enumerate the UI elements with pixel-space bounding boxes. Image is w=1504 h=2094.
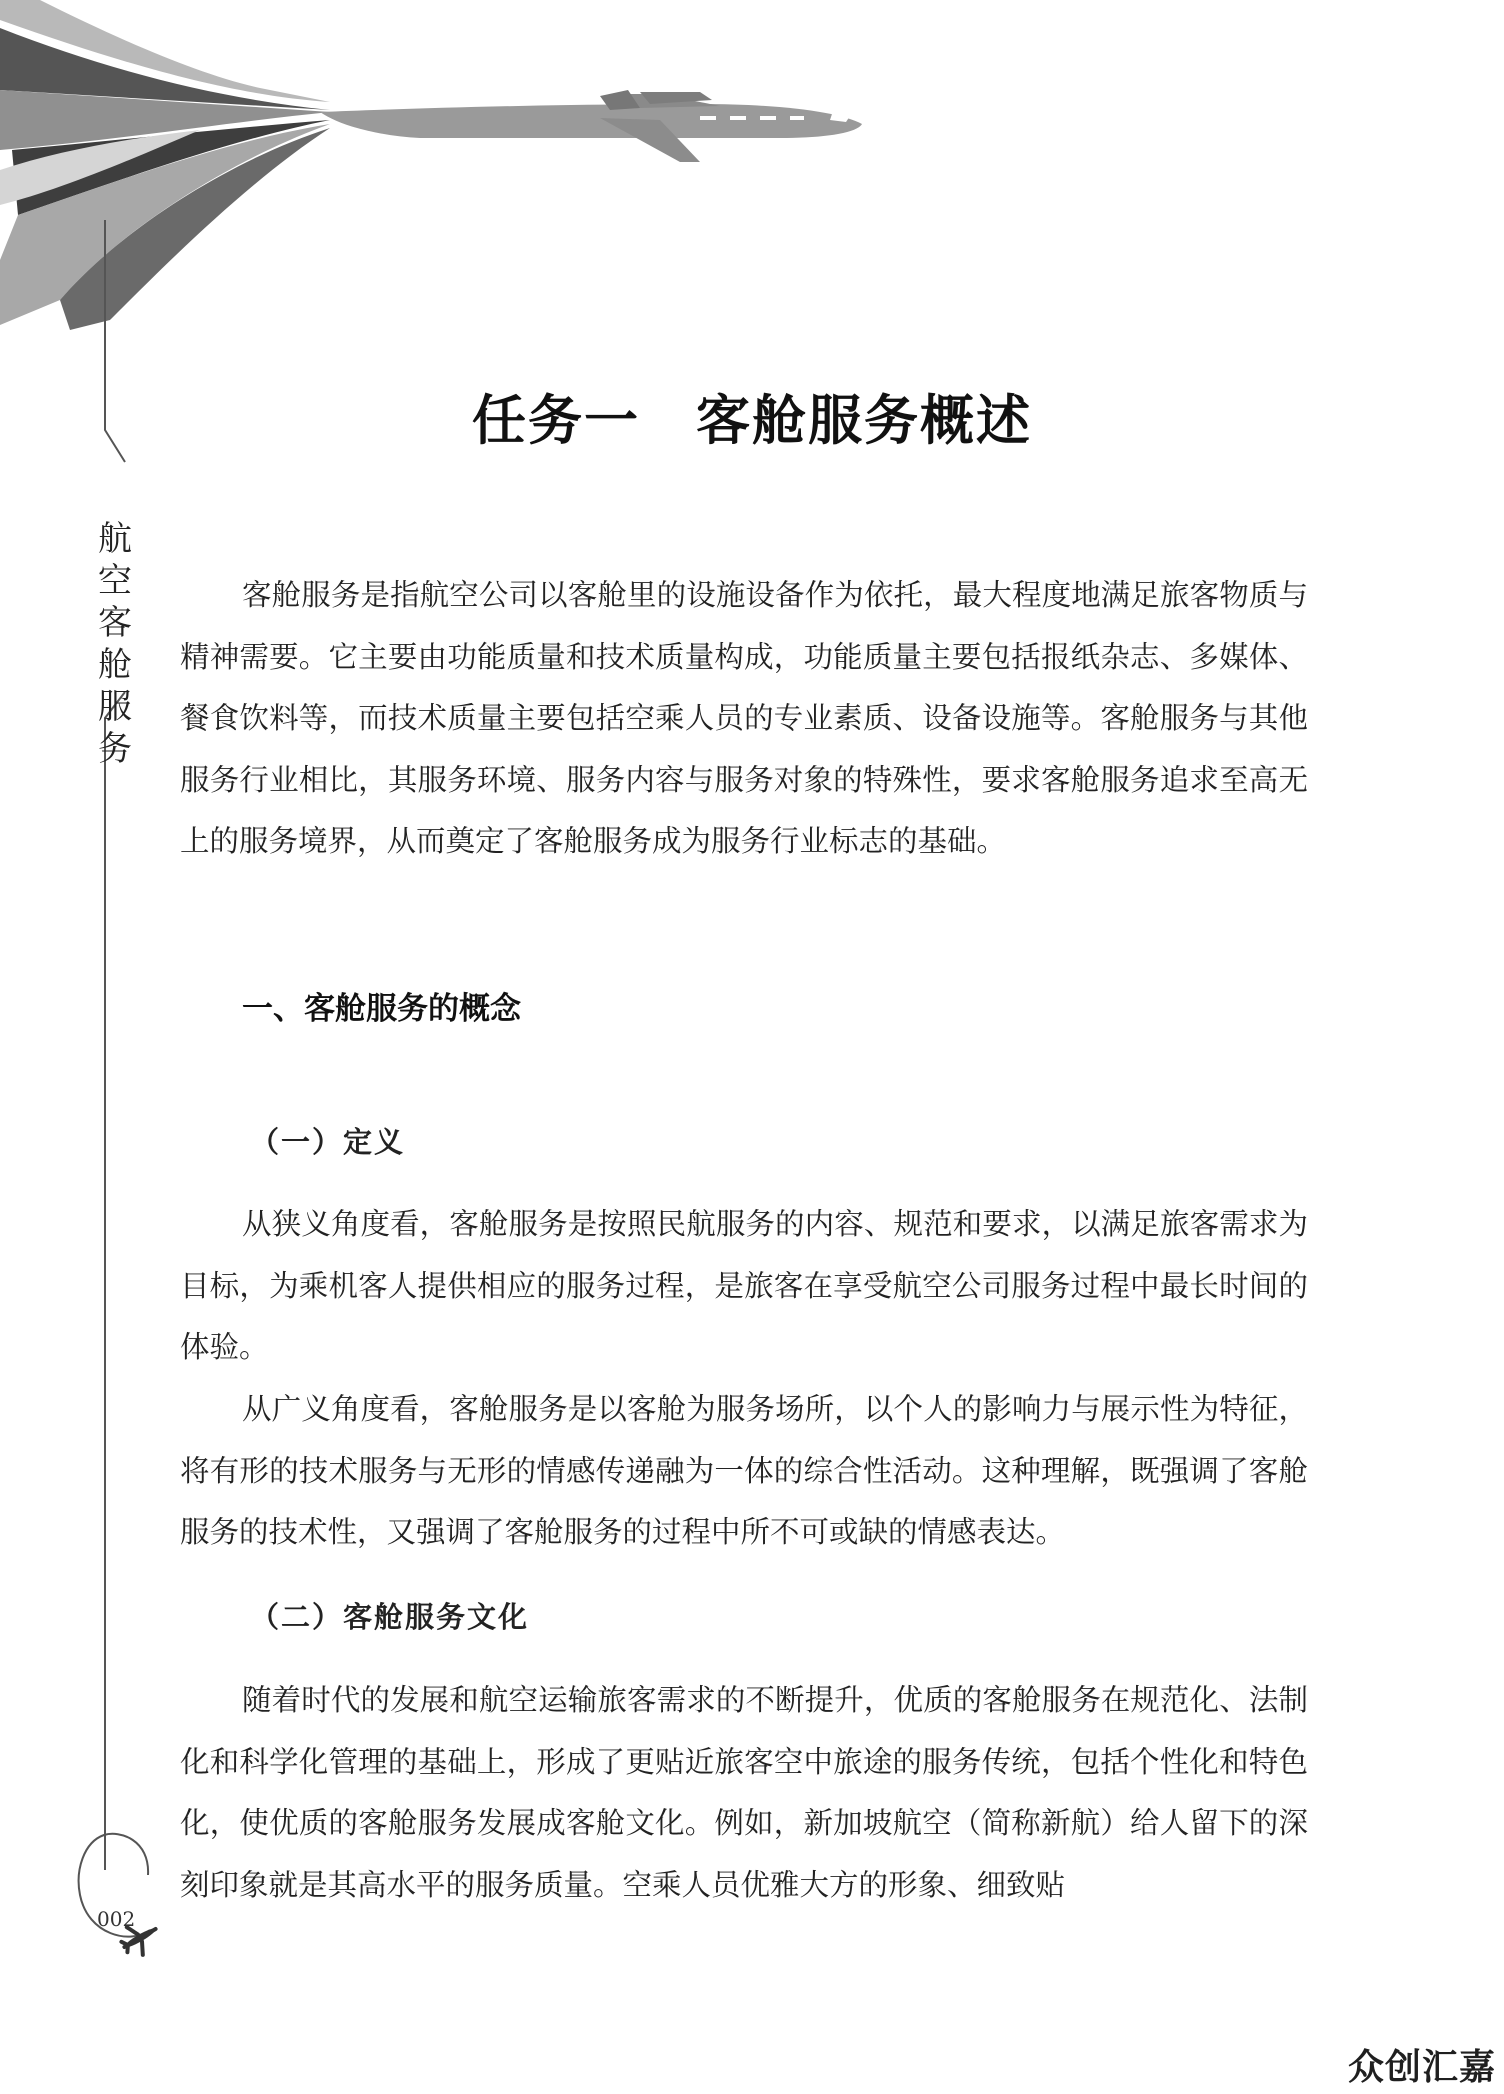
- intro-paragraph: 客舱服务是指航空公司以客舱里的设施设备作为依托，最大程度地满足旅客物质与精神需要。它主要由功能质量和技术质量构成，功能质量主要包括报纸杂志、多媒体、餐食饮料等，而技术质量主要包括空乘人员的专业素质、设备设施等。客舱服务与其他服务行业相比，其服务环境、服务内容与服务对象的特殊性，要求客舱服务追求至高无上的服务境界，从而奠定了客舱服务成为服务行业标志的基础。: [180, 578, 1308, 859]
- section-heading-concept: 一、客舱服务的概念: [242, 991, 521, 1027]
- sidebar-char: 空: [98, 561, 132, 601]
- sidebar-char: 服: [98, 687, 132, 727]
- sidebar-char: 客: [98, 603, 132, 643]
- airplane-icon: [320, 90, 862, 162]
- page-number: 002: [97, 1907, 136, 1931]
- page-title: [0, 378, 1504, 455]
- definition-paragraph-broad: 从广义角度看，客舱服务是以客舱为服务场所，以个人的影响力与展示性为特征，将有形的技术服务与无形的情感传递融为一体的综合性活动。这种理解，既强调了客舱服务的技术性，又强调了客舱服务的过程中所不可或缺的情感表达。: [180, 1392, 1308, 1550]
- title-topic: 客舱服务概述: [696, 388, 1032, 452]
- sidebar-char: 舱: [98, 645, 132, 685]
- definition-paragraph-narrow: 从狭义角度看，客舱服务是按照民航服务的内容、规范和要求，以满足旅客需求为目标，为乘机客人提供相应的服务过程，是旅客在享受航空公司服务过程中最长时间的体验。: [180, 1207, 1308, 1365]
- sidebar-book-title: [92, 518, 138, 770]
- subsection-heading-definition: （一）定义: [250, 1125, 406, 1159]
- culture-paragraph: 随着时代的发展和航空运输旅客需求的不断提升，优质的客舱服务在规范化、法制化和科学化管理的基础上，形成了更贴近旅客空中旅途的服务传统，包括个性化和特色化，使优质的客舱服务发展成客舱文化。例如，新加坡航空（简称新航）给人留下的深刻印象就是其高水平的服务质量。空乘人员优雅大方的形象、细致贴: [180, 1683, 1308, 1902]
- subsection-heading-culture: （二）客舱服务文化: [250, 1600, 530, 1634]
- sidebar-char: 务: [98, 729, 132, 769]
- watermark-logo: 众创汇嘉: [1347, 2047, 1496, 2088]
- sidebar-rule: [0, 0, 170, 2094]
- sidebar-char: 航: [98, 519, 132, 559]
- title-task-number: 任务一: [472, 388, 640, 452]
